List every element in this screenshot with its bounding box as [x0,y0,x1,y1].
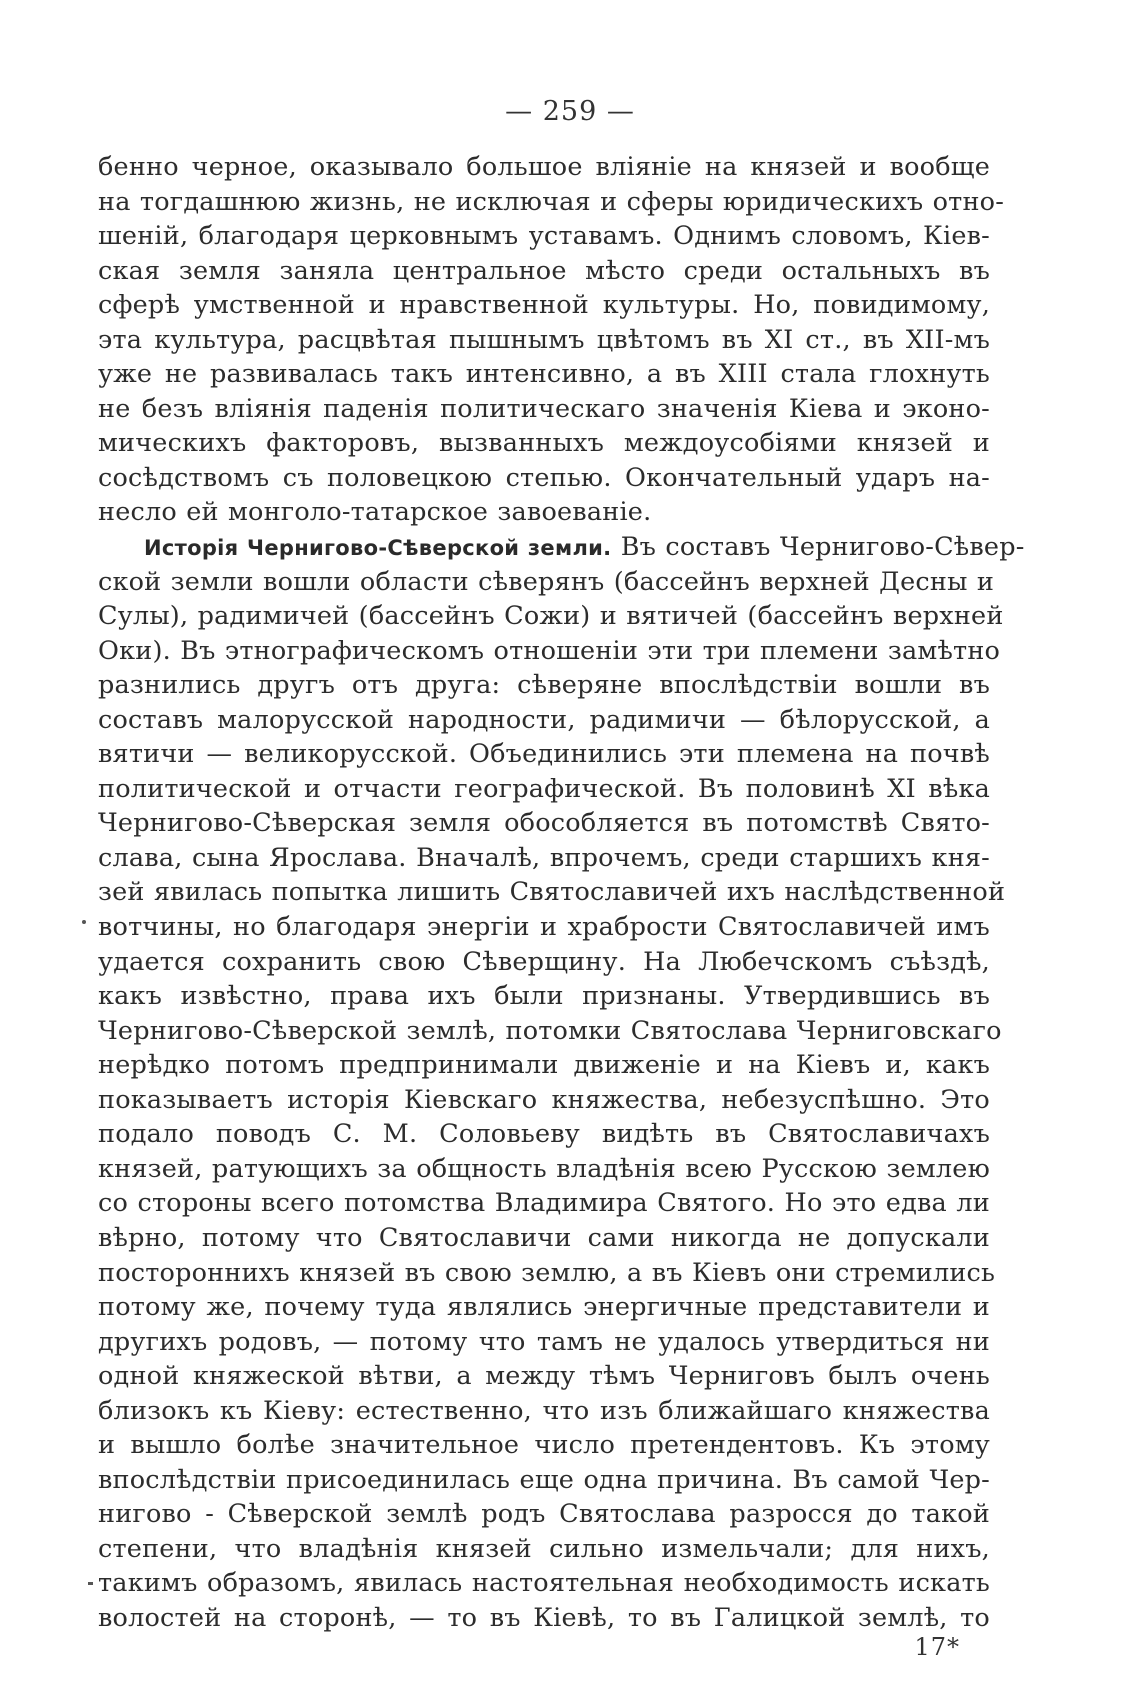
text-line: составъ малорусской народности, радимичи — бѣлорусской, а [98,704,990,735]
text-line: одной княжеской вѣтви, а между тѣмъ Черниговъ былъ очень [98,1361,990,1392]
text-line: нерѣдко потомъ предпринимали движеніе и на Кіевъ и, какъ [98,1050,990,1081]
text-line: эта культура, расцвѣтая пышнымъ цвѣтомъ въ XI ст., въ XII-мъ [98,324,990,355]
text-line: близокъ къ Кіеву: естественно, что изъ ближайшаго княжества [98,1395,990,1426]
text-line: политической и отчасти географической. Въ половинѣ XI вѣка [98,773,990,804]
text-line: Оки). Въ этнографическомъ отношеніи эти три племени замѣтно [98,635,1001,666]
text-line: такимъ образомъ, явилась настоятельная необходимость искать [98,1568,990,1599]
text-line: удается сохранить свою Сѣверщину. На Любечскомъ съѣздѣ, [98,946,990,977]
text-line: волостей на сторонѣ, — то въ Кіевѣ, то въ Галицкой землѣ, то [98,1602,990,1633]
text-line: потому же, почему туда являлись энергичные представители и [98,1292,990,1323]
text-line: на тогдашнюю жизнь, не исключая и сферы юридическихъ отно- [98,186,1005,217]
text-line: шеній, благодаря церковнымъ уставамъ. Однимъ словомъ, Кіев- [98,221,990,252]
text-line: Чернигово-Сѣверской землѣ, потомки Святослава Черниговскаго [98,1015,1002,1046]
text-line: показываетъ исторія Кіевскаго княжества, небезуспѣшно. Это [98,1084,990,1115]
text-line: вятичи — великорусской. Объединились эти племена на почвѣ [98,739,990,770]
text-line: ская земля заняла центральное мѣсто среди остальныхъ въ [98,255,990,286]
text-line: слава, сына Ярослава. Вначалѣ, впрочемъ, среди старшихъ кня- [98,842,990,873]
text-line: и вышло болѣе значительное число претендентовъ. Къ этому [98,1430,990,1461]
text-line: не безъ вліянія паденія политическаго значенія Кіева и эконо- [98,393,990,424]
section-heading: Исторія Чернигово-Сѣверской земли. [144,536,612,561]
text-line: ской земли вошли области сѣверянъ (бассейнъ верхней Десны и [98,566,995,597]
page-number: — 259 — [505,96,635,127]
text-line: уже не развивалась такъ интенсивно, а въ XIII стала глохнуть [98,359,990,390]
text-line: сферѣ умственной и нравственной культуры. Но, повидимому, [98,290,990,321]
text-line: вотчины, но благодаря энергіи и храбрости Святославичей имъ [98,912,990,943]
body-text [98,150,1025,1636]
text-line: сосѣдствомъ съ половецкою степью. Окончательный ударъ на- [98,462,990,493]
text-line: со стороны всего потомства Владимира Святого. Но это едва ли [98,1188,990,1219]
section-first-line-text: Въ составъ Чернигово-Сѣвер- [620,532,1025,563]
text-line: постороннихъ князей въ свою землю, а въ Кіевъ они стремились [98,1257,996,1288]
text-line: несло ей монголо-татарское завоеваніе. [98,497,652,528]
margin-mark [82,920,86,924]
section-first-line [98,530,1025,565]
text-line: князей, ратующихъ за общность владѣнія всею Русскою землею [98,1153,990,1184]
text-line: разнились другъ отъ друга: сѣверяне впослѣдствіи вошли въ [98,670,990,701]
margin-mark [88,1582,93,1585]
printer-signature-mark: 17* [914,1633,960,1661]
text-line: другихъ родовъ, — потому что тамъ не удалось утвердиться ни [98,1326,990,1357]
text-line: бенно черное, оказывало большое вліяніе на князей и вообще [98,152,990,182]
text-line: нигово - Сѣверской землѣ родъ Святослава разросся до такой [98,1499,990,1530]
text-line: впослѣдствіи присоединилась еще одна причина. Въ самой Чер- [98,1464,990,1495]
text-line: мическихъ факторовъ, вызванныхъ междоусобіями князей и [98,428,990,459]
text-line: Сулы), радимичей (бассейнъ Сожи) и вятичей (бассейнъ верхней [98,601,1004,632]
text-line: подало поводъ С. М. Соловьеву видѣть въ Святославичахъ [98,1119,990,1150]
text-line: степени, что владѣнія князей сильно измельчали; для нихъ, [98,1533,990,1564]
text-line: какъ извѣстно, права ихъ были признаны. Утвердившись въ [98,981,990,1012]
text-line: вѣрно, потому что Святославичи сами никогда не допускали [98,1222,990,1253]
text-line: Чернигово-Сѣверская земля обособляется въ потомствѣ Свято- [98,808,990,839]
text-line: зей явилась попытка лишить Святославичей ихъ наслѣдственной [98,877,1006,908]
